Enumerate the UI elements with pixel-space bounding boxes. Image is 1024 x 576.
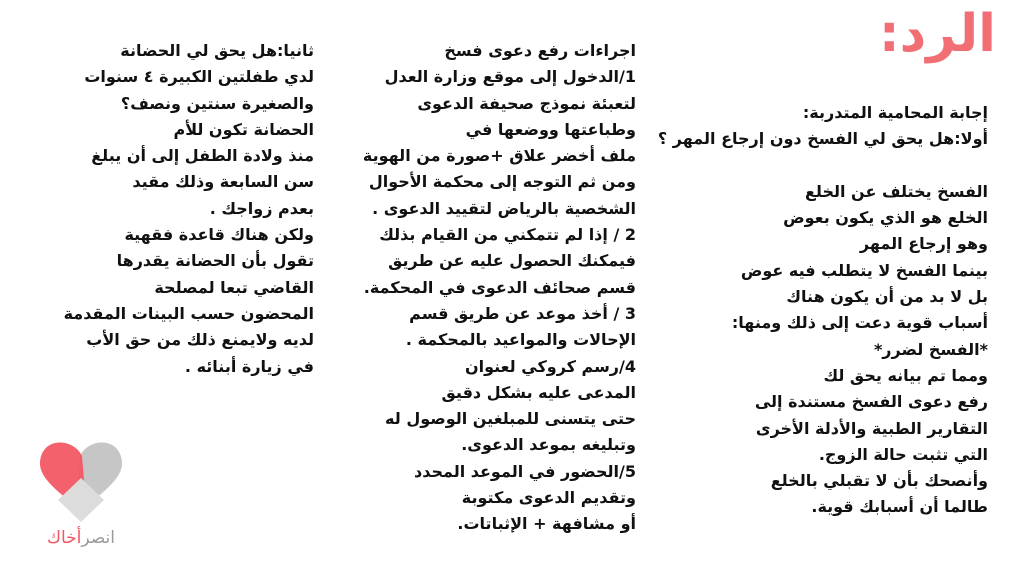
text-line: أو مشافهة + الإثباتات. — [457, 514, 636, 534]
custody-column-left — [64, 38, 314, 380]
text-line: بعدم زواجك . — [209, 198, 314, 218]
text-line: بل لا بد من أن يكون هناك — [786, 287, 988, 307]
text-line: ومن ثم التوجه إلى محكمة الأحوال — [368, 172, 636, 192]
text-line: أولا:هل يحق لي الفسخ دون إرجاع المهر ؟ — [657, 129, 988, 149]
text-line: فيمكنك الحصول عليه عن طريق — [388, 251, 636, 271]
text-line: منذ ولادة الطفل إلى أن يبلغ — [91, 146, 314, 166]
text-line: في زيارة أبنائه . — [184, 356, 314, 376]
text-line: لدي طفلتين الكبيرة ٤ سنوات — [84, 67, 314, 87]
text-line: أسباب قوية دعت إلى ذلك ومنها: — [731, 313, 988, 333]
text-line: لديه ولايمنع ذلك من حق الأب — [86, 330, 314, 350]
text-line — [658, 153, 988, 179]
text-line: القاضي تبعا لمصلحة — [154, 277, 314, 297]
text-line: وأنصحك بأن لا تقبلي بالخلع — [770, 471, 988, 491]
text-line: وهو إرجاع المهر — [859, 234, 988, 254]
text-line: ولكن هناك قاعدة فقهية — [124, 225, 314, 245]
logo-text-part2: أخاك — [46, 528, 82, 548]
text-line: تقول بأن الحضانة يقدرها — [116, 251, 314, 271]
logo-text-part1: انصر — [81, 528, 115, 548]
text-line: لتعبئة نموذج صحيفة الدعوى — [417, 93, 636, 113]
hearts-logo-icon — [36, 434, 126, 524]
text-line: الفسخ يختلف عن الخلع — [805, 181, 988, 201]
text-line: وطباعتها ووضعها في — [465, 119, 636, 139]
text-line: رفع دعوى الفسخ مستندة إلى — [754, 392, 988, 412]
text-line: إجابة المحامية المتدربة: — [802, 103, 988, 122]
text-line: سن السابعة وذلك مقيد — [132, 172, 314, 192]
text-line: 5/الحضور في الموعد المحدد — [413, 461, 636, 481]
text-line: الحضانة تكون للأم — [173, 119, 314, 139]
text-line: 4/رسم كروكي لعنوان — [464, 356, 636, 376]
text-line: والصغيرة سنتين ونصف؟ — [120, 93, 314, 113]
text-line: طالما أن أسبابك قوية. — [811, 497, 988, 517]
text-line: المدعى عليه بشكل دقيق — [441, 382, 636, 402]
procedure-column-middle — [363, 38, 636, 538]
text-line: التقارير الطبية والأدلة الأخرى — [755, 418, 988, 438]
text-line: حتى يتسنى للمبلغين الوصول له — [385, 409, 636, 429]
text-line: المحضون حسب البينات المقدمة — [63, 303, 314, 323]
page-title: الرد: — [878, 4, 996, 64]
text-line: ملف أخضر علاق +صورة من الهوية — [362, 146, 636, 166]
text-line: قسم صحائف الدعوى في المحكمة. — [363, 277, 636, 297]
text-line: 1/الدخول إلى موقع وزارة العدل — [384, 67, 636, 87]
text-line: التي تثبت حالة الزوج. — [818, 444, 988, 464]
text-line: ومما تم بيانه يحق لك — [823, 365, 988, 385]
text-line: ثانيا:هل يحق لي الحضانة — [120, 41, 314, 60]
logo-text — [38, 528, 124, 548]
answer-column-right — [658, 100, 988, 521]
text-line: الخلع هو الذي يكون بعوض — [783, 208, 988, 228]
text-line: 2 / إذا لم تتمكني من القيام بذلك — [379, 225, 636, 245]
text-line: *الفسخ لضرر* — [873, 339, 988, 359]
text-line: وتبليغه بموعد الدعوى. — [461, 435, 636, 455]
text-line: 3 / أخذ موعد عن طريق قسم — [409, 303, 636, 323]
text-line: وتقديم الدعوى مكتوبة — [461, 488, 636, 508]
text-line: اجراءات رفع دعوى فسخ — [444, 41, 636, 60]
text-line: الإحالات والمواعيد بالمحكمة . — [405, 330, 636, 350]
text-line: الشخصية بالرياض لتقييد الدعوى . — [372, 198, 636, 218]
text-line: بينما الفسخ لا يتطلب فيه عوض — [740, 260, 988, 280]
